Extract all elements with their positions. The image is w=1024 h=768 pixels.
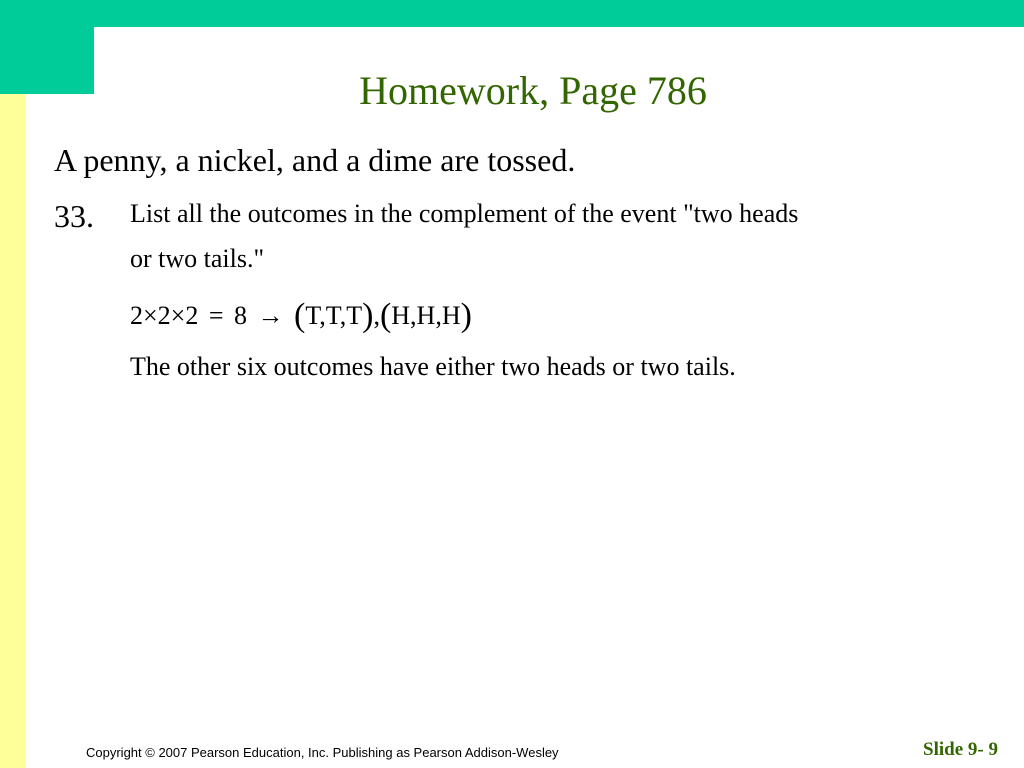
equals-sign: =: [208, 301, 224, 330]
outcome-separator: ,: [373, 301, 380, 330]
open-paren: (: [294, 297, 306, 334]
outcome-tails: T,T,T: [305, 301, 363, 330]
equation-result: 8: [234, 301, 247, 330]
problem-number: 33.: [54, 198, 94, 234]
outcome-heads: H,H,H: [391, 301, 461, 330]
arrow-icon: →: [257, 301, 284, 330]
close-paren: ): [460, 297, 472, 334]
question-line-2: or two tails.": [130, 244, 265, 273]
question-line-1: List all the outcomes in the complement of the event "two heads: [130, 199, 799, 228]
top-accent-bar: [0, 0, 1024, 27]
side-accent-bar: [0, 94, 26, 768]
intro-text: A penny, a nickel, and a dime are tossed.: [54, 142, 576, 178]
copyright-footer: Copyright © 2007 Pearson Education, Inc. Publishing as Pearson Addison-Wesley: [86, 745, 559, 760]
slide-number: Slide 9- 9: [923, 739, 998, 760]
equation-lhs: 2×2×2: [130, 301, 199, 330]
close-paren: ): [362, 297, 374, 334]
open-paren: (: [379, 297, 392, 334]
slide-title: Homework, Page 786: [359, 68, 707, 113]
equation: [130, 296, 472, 336]
answer-text: The other six outcomes have either two heads or two tails.: [130, 352, 736, 381]
